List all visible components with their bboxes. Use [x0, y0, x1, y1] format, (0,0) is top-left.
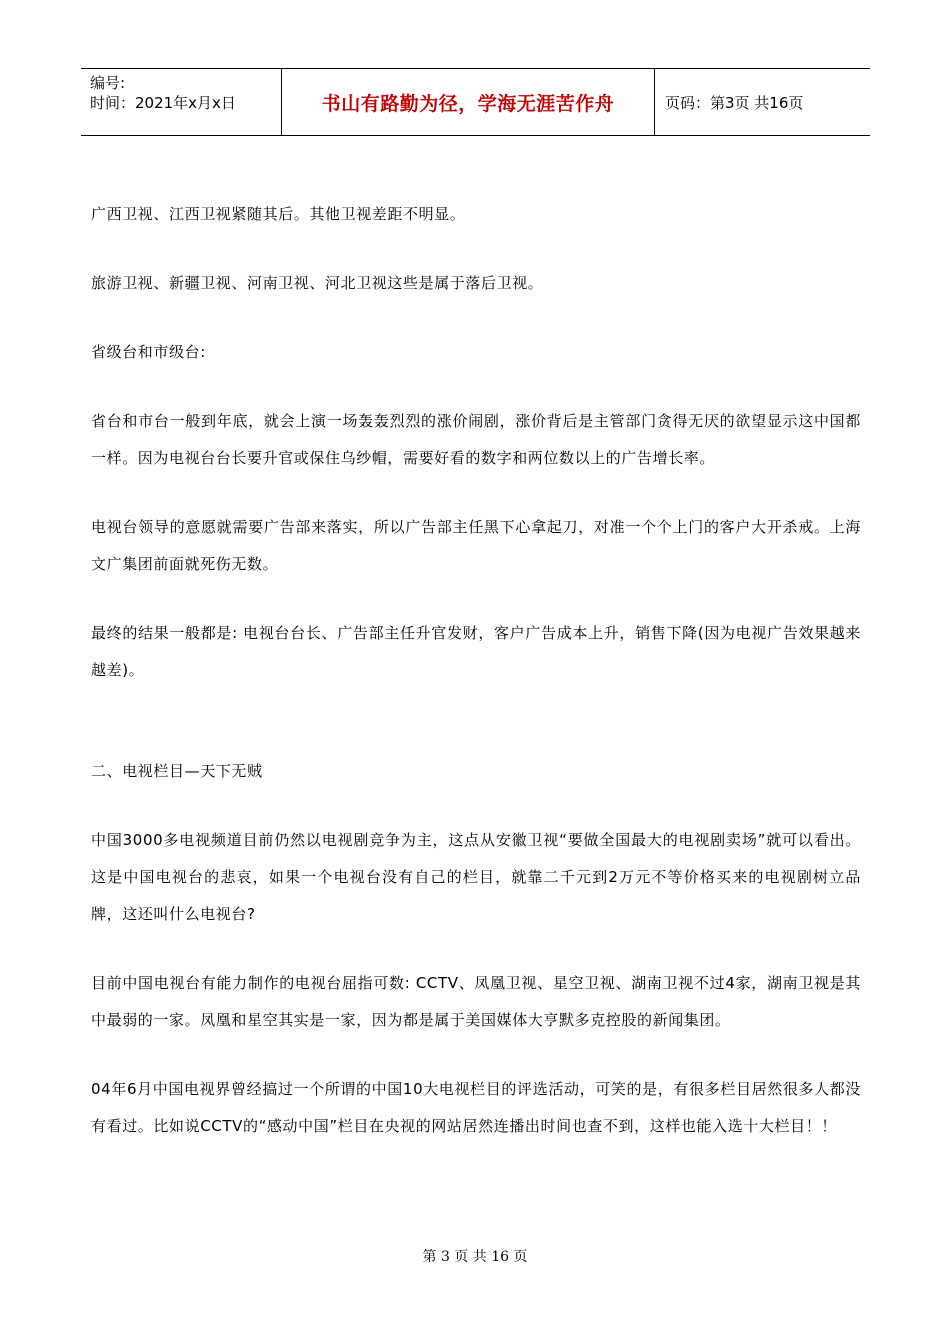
- document-body: [91, 196, 861, 1177]
- paragraph: 中国3000多电视频道目前仍然以电视剧竞争为主，这点从安徽卫视“要做全国最大的电视剧卖场”就可以看出。这是中国电视台的悲哀，如果一个电视台没有自己的栏目，就靠二千元到2万元不等价格买来的电视剧树立品牌，这还叫什么电视台?: [91, 831, 861, 923]
- paragraph: 04年6月中国电视界曾经搞过一个所谓的中国10大电视栏目的评选活动，可笑的是，有很多栏目居然很多人都没有看过。比如说CCTV的“感动中国”栏目在央视的网站居然连播出时间也查不到，这样也能入选十大栏目！！: [91, 1080, 861, 1135]
- header-motto: 书山有路勤为径，学海无涯苦作舟: [282, 69, 655, 135]
- paragraph: 广西卫视、江西卫视紧随其后。其他卫视差距不明显。: [91, 205, 466, 223]
- paragraph: 最终的结果一般都是: 电视台台长、广告部主任升官发财，客户广告成本上升，销售下降(因为电视广告效果越来越差)。: [91, 624, 861, 679]
- section-subheading: 省级台和市级台:: [91, 343, 206, 361]
- section-heading: 二、电视栏目—天下无贼: [91, 762, 263, 780]
- time-label: 时间：2021年x月x日: [90, 94, 236, 112]
- number-label: 编号:: [90, 74, 126, 92]
- paragraph: 省台和市台一般到年底，就会上演一场轰轰烈烈的涨价闹剧，涨价背后是主管部门贪得无厌的欲望显示这中国都一样。因为电视台台长要升官或保住乌纱帽，需要好看的数字和两位数以上的广告增长率。: [91, 412, 861, 467]
- header-table: [81, 68, 870, 136]
- paragraph: 旅游卫视、新疆卫视、河南卫视、河北卫视这些是属于落后卫视。: [91, 274, 544, 292]
- header-meta-cell: [81, 69, 282, 135]
- paragraph: 电视台领导的意愿就需要广告部来落实，所以广告部主任黑下心拿起刀，对准一个个上门的客户大开杀戒。上海文广集团前面就死伤无数。: [91, 518, 861, 573]
- paragraph: 目前中国电视台有能力制作的电视台屈指可数: CCTV、凤凰卫视、星空卫视、湖南卫视不过4家，湖南卫视是其中最弱的一家。凤凰和星空其实是一家，因为都是属于美国媒体大亨默多克控股的新闻集团。: [91, 974, 861, 1029]
- page-footer: 第 3 页 共 16 页: [422, 1249, 528, 1265]
- header-page-info: 页码：第3页 共16页: [665, 93, 804, 112]
